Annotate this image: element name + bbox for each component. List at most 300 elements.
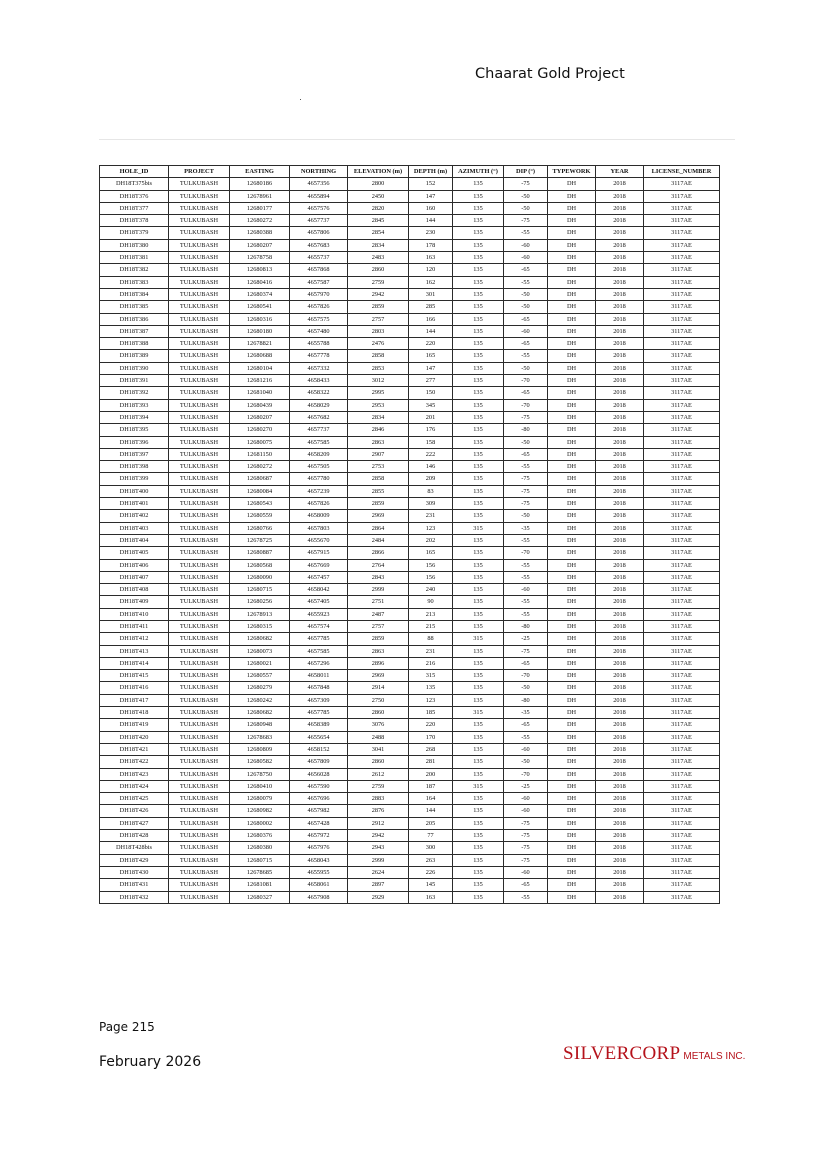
table-cell: 135 — [453, 571, 504, 583]
table-cell: 3117AE — [644, 707, 720, 719]
table-cell: 4657682 — [290, 411, 348, 423]
table-cell: -55 — [504, 731, 548, 743]
table-cell: 3117AE — [644, 362, 720, 374]
table-cell: DH18T381 — [100, 252, 169, 264]
table-cell: 2943 — [348, 842, 409, 854]
table-cell: DH — [548, 707, 596, 719]
table-cell: -65 — [504, 313, 548, 325]
table-cell: 2018 — [596, 756, 644, 768]
table-cell: -75 — [504, 215, 548, 227]
table-cell: DH — [548, 854, 596, 866]
table-cell: DH18T432 — [100, 891, 169, 903]
table-cell: 4657908 — [290, 891, 348, 903]
table-cell: DH18T411 — [100, 620, 169, 632]
table-cell: 2018 — [596, 608, 644, 620]
table-cell: 135 — [453, 448, 504, 460]
table-cell: 4657780 — [290, 473, 348, 485]
table-cell: DH18T388 — [100, 338, 169, 350]
table-cell: TULKUBASH — [169, 620, 230, 632]
table-row — [100, 830, 720, 842]
column-header: ELEVATION (m) — [348, 166, 409, 178]
table-cell: 3117AE — [644, 325, 720, 337]
table-cell: 135 — [453, 313, 504, 325]
table-cell: 12680315 — [230, 620, 290, 632]
table-cell: 4657428 — [290, 817, 348, 829]
table-cell: 12680582 — [230, 756, 290, 768]
table-cell: -55 — [504, 596, 548, 608]
table-cell: 4657778 — [290, 350, 348, 362]
table-cell: 3117AE — [644, 485, 720, 497]
table-row — [100, 313, 720, 325]
table-cell: 2843 — [348, 571, 409, 583]
table-cell: TULKUBASH — [169, 325, 230, 337]
table-cell: 135 — [453, 756, 504, 768]
table-cell: 3117AE — [644, 178, 720, 190]
table-cell: 135 — [453, 325, 504, 337]
table-cell: 3117AE — [644, 866, 720, 878]
table-cell: -55 — [504, 461, 548, 473]
table-cell: 12678821 — [230, 338, 290, 350]
table-cell: 2751 — [348, 596, 409, 608]
table-cell: -50 — [504, 682, 548, 694]
table-cell: 4657803 — [290, 522, 348, 534]
table-cell: 226 — [409, 866, 453, 878]
header-dot — [300, 99, 301, 100]
table-cell: DH18T431 — [100, 879, 169, 891]
table-row — [100, 657, 720, 669]
table-cell: 12680688 — [230, 350, 290, 362]
table-cell: TULKUBASH — [169, 227, 230, 239]
table-cell: 135 — [453, 424, 504, 436]
table-cell: DH18T386 — [100, 313, 169, 325]
table-cell: 12678685 — [230, 866, 290, 878]
table-cell: DH18T387 — [100, 325, 169, 337]
table-cell: 2750 — [348, 694, 409, 706]
table-cell: TULKUBASH — [169, 276, 230, 288]
table-row — [100, 485, 720, 497]
table-cell: 135 — [453, 731, 504, 743]
table-cell: DH — [548, 350, 596, 362]
table-cell: TULKUBASH — [169, 313, 230, 325]
table-cell: 2018 — [596, 178, 644, 190]
table-row — [100, 719, 720, 731]
table-cell: 2018 — [596, 424, 644, 436]
table-cell: 3117AE — [644, 645, 720, 657]
table-cell: TULKUBASH — [169, 215, 230, 227]
table-cell: TULKUBASH — [169, 682, 230, 694]
table-cell: 4657405 — [290, 596, 348, 608]
table-cell: TULKUBASH — [169, 891, 230, 903]
column-header: YEAR — [596, 166, 644, 178]
table-cell: 2018 — [596, 399, 644, 411]
table-cell: 187 — [409, 780, 453, 792]
table-row — [100, 756, 720, 768]
table-cell: TULKUBASH — [169, 830, 230, 842]
table-cell: -55 — [504, 276, 548, 288]
table-cell: 135 — [453, 436, 504, 448]
table-cell: 12680272 — [230, 215, 290, 227]
table-row — [100, 276, 720, 288]
table-cell: -75 — [504, 498, 548, 510]
table-cell: DH18T413 — [100, 645, 169, 657]
table-cell: TULKUBASH — [169, 694, 230, 706]
table-row — [100, 817, 720, 829]
table-cell: 315 — [409, 670, 453, 682]
table-cell: 2018 — [596, 830, 644, 842]
table-cell: 135 — [453, 768, 504, 780]
table-cell: 230 — [409, 227, 453, 239]
table-cell: 2999 — [348, 584, 409, 596]
table-row — [100, 411, 720, 423]
table-cell: DH18T400 — [100, 485, 169, 497]
table-cell: 146 — [409, 461, 453, 473]
table-row — [100, 780, 720, 792]
table-cell: 3117AE — [644, 854, 720, 866]
table-cell: 2896 — [348, 657, 409, 669]
table-cell: 4657737 — [290, 215, 348, 227]
table-cell: DH — [548, 842, 596, 854]
table-cell: DH18T418 — [100, 707, 169, 719]
table-cell: DH — [548, 731, 596, 743]
table-cell: DH18T382 — [100, 264, 169, 276]
table-cell: 12680207 — [230, 239, 290, 251]
table-cell: 3117AE — [644, 719, 720, 731]
table-cell: 2942 — [348, 830, 409, 842]
table-cell: 135 — [453, 264, 504, 276]
table-row — [100, 707, 720, 719]
table-cell: 12681216 — [230, 375, 290, 387]
table-cell: 3117AE — [644, 288, 720, 300]
table-row — [100, 190, 720, 202]
table-row — [100, 842, 720, 854]
table-cell: TULKUBASH — [169, 559, 230, 571]
table-cell: 90 — [409, 596, 453, 608]
table-cell: 12678961 — [230, 190, 290, 202]
table-row — [100, 522, 720, 534]
table-cell: 2876 — [348, 805, 409, 817]
table-cell: -70 — [504, 375, 548, 387]
table-cell: DH18T389 — [100, 350, 169, 362]
table-cell: 4657575 — [290, 313, 348, 325]
table-cell: 2942 — [348, 288, 409, 300]
table-cell: 12680207 — [230, 411, 290, 423]
table-cell: DH18T420 — [100, 731, 169, 743]
table-cell: 12680439 — [230, 399, 290, 411]
table-cell: 2018 — [596, 633, 644, 645]
table-cell: 3117AE — [644, 534, 720, 546]
table-cell: 4658029 — [290, 399, 348, 411]
table-row — [100, 301, 720, 313]
table-cell: 3041 — [348, 743, 409, 755]
table-cell: DH — [548, 239, 596, 251]
table-row — [100, 436, 720, 448]
table-cell: 4657309 — [290, 694, 348, 706]
table-cell: 4655955 — [290, 866, 348, 878]
table-cell: 3117AE — [644, 510, 720, 522]
table-cell: 2018 — [596, 239, 644, 251]
table-cell: 4657590 — [290, 780, 348, 792]
table-cell: DH18T423 — [100, 768, 169, 780]
table-cell: TULKUBASH — [169, 584, 230, 596]
table-row — [100, 399, 720, 411]
table-cell: 12681081 — [230, 879, 290, 891]
table-cell: DH18T405 — [100, 547, 169, 559]
table-cell: -55 — [504, 608, 548, 620]
table-cell: 2846 — [348, 424, 409, 436]
table-cell: 301 — [409, 288, 453, 300]
table-cell: 135 — [453, 534, 504, 546]
table-cell: 135 — [453, 891, 504, 903]
table-cell: DH18T416 — [100, 682, 169, 694]
table-cell: 4657574 — [290, 620, 348, 632]
table-cell: 205 — [409, 817, 453, 829]
table-cell: 3117AE — [644, 239, 720, 251]
table-cell: DH18T401 — [100, 498, 169, 510]
table-cell: 3117AE — [644, 756, 720, 768]
table-cell: -25 — [504, 633, 548, 645]
table-cell: 3117AE — [644, 608, 720, 620]
table-cell: -70 — [504, 670, 548, 682]
column-header: EASTING — [230, 166, 290, 178]
table-cell: DH — [548, 227, 596, 239]
table-cell: 2018 — [596, 879, 644, 891]
table-cell: 135 — [453, 608, 504, 620]
table-cell: 4655923 — [290, 608, 348, 620]
table-cell: 135 — [453, 694, 504, 706]
table-cell: 4657737 — [290, 424, 348, 436]
table-cell: 135 — [453, 866, 504, 878]
table-cell: 135 — [453, 620, 504, 632]
table-cell: 12680887 — [230, 547, 290, 559]
table-cell: 3117AE — [644, 743, 720, 755]
table-cell: DH18T402 — [100, 510, 169, 522]
table-cell: 2018 — [596, 707, 644, 719]
table-cell: 12680568 — [230, 559, 290, 571]
table-cell: 163 — [409, 891, 453, 903]
table-cell: 135 — [453, 682, 504, 694]
column-header: LICENSE_NUMBER — [644, 166, 720, 178]
table-cell: 144 — [409, 805, 453, 817]
table-cell: 315 — [453, 707, 504, 719]
table-cell: 12680073 — [230, 645, 290, 657]
table-cell: 135 — [453, 215, 504, 227]
table-cell: 135 — [453, 485, 504, 497]
table-cell: DH — [548, 620, 596, 632]
table-cell: -65 — [504, 719, 548, 731]
table-cell: 135 — [453, 596, 504, 608]
table-cell: 2864 — [348, 522, 409, 534]
table-row — [100, 448, 720, 460]
table-cell: 4657826 — [290, 498, 348, 510]
table-cell: 4655737 — [290, 252, 348, 264]
table-cell: 4657982 — [290, 805, 348, 817]
table-row — [100, 264, 720, 276]
table-cell: DH — [548, 190, 596, 202]
table-cell: 2883 — [348, 793, 409, 805]
table-cell: DH — [548, 547, 596, 559]
table-cell: 12680416 — [230, 276, 290, 288]
table-cell: TULKUBASH — [169, 362, 230, 374]
table-cell: 150 — [409, 387, 453, 399]
table-cell: -75 — [504, 830, 548, 842]
table-cell: 315 — [453, 522, 504, 534]
table-cell: 3117AE — [644, 596, 720, 608]
table-cell: 4657332 — [290, 362, 348, 374]
table-cell: 4657585 — [290, 436, 348, 448]
table-cell: 135 — [453, 461, 504, 473]
table-cell: 3117AE — [644, 227, 720, 239]
table-cell: DH — [548, 596, 596, 608]
table-cell: 12680715 — [230, 854, 290, 866]
table-cell: 2018 — [596, 780, 644, 792]
table-cell: DH — [548, 399, 596, 411]
table-cell: 4658322 — [290, 387, 348, 399]
table-cell: 2624 — [348, 866, 409, 878]
table-cell: 135 — [453, 227, 504, 239]
table-cell: DH18T391 — [100, 375, 169, 387]
table-cell: 4657868 — [290, 264, 348, 276]
table-cell: 135 — [453, 547, 504, 559]
table-cell: 12678725 — [230, 534, 290, 546]
table-row — [100, 743, 720, 755]
table-row — [100, 338, 720, 350]
table-cell: -25 — [504, 780, 548, 792]
table-cell: DH — [548, 817, 596, 829]
table-cell: 3117AE — [644, 805, 720, 817]
table-cell: TULKUBASH — [169, 805, 230, 817]
table-cell: 12680982 — [230, 805, 290, 817]
table-cell: -60 — [504, 743, 548, 755]
table-cell: 4657785 — [290, 707, 348, 719]
table-body — [100, 178, 720, 904]
table-cell: 135 — [453, 854, 504, 866]
table-cell: 2018 — [596, 584, 644, 596]
table-cell: TULKUBASH — [169, 879, 230, 891]
table-cell: DH18T395 — [100, 424, 169, 436]
table-row — [100, 559, 720, 571]
table-cell: 135 — [453, 645, 504, 657]
table-cell: DH — [548, 805, 596, 817]
table-cell: -75 — [504, 842, 548, 854]
table-cell: DH — [548, 743, 596, 755]
table-cell: 2757 — [348, 313, 409, 325]
table-cell: -70 — [504, 547, 548, 559]
table-cell: TULKUBASH — [169, 657, 230, 669]
table-cell: DH — [548, 461, 596, 473]
table-cell: 2018 — [596, 202, 644, 214]
table-row — [100, 387, 720, 399]
table-cell: DH18T393 — [100, 399, 169, 411]
table-cell: DH — [548, 436, 596, 448]
table-cell: DH18T406 — [100, 559, 169, 571]
table-cell: DH18T404 — [100, 534, 169, 546]
table-cell: 2999 — [348, 854, 409, 866]
table-cell: -60 — [504, 239, 548, 251]
table-cell: 4657296 — [290, 657, 348, 669]
table-cell: -60 — [504, 866, 548, 878]
table-cell: -55 — [504, 891, 548, 903]
table-cell: 4655894 — [290, 190, 348, 202]
table-cell: 4658209 — [290, 448, 348, 460]
table-cell: DH — [548, 473, 596, 485]
table-cell: 2476 — [348, 338, 409, 350]
table-cell: TULKUBASH — [169, 178, 230, 190]
table-cell: 12680075 — [230, 436, 290, 448]
table-cell: 281 — [409, 756, 453, 768]
table-cell: 165 — [409, 350, 453, 362]
table-cell: 12678750 — [230, 768, 290, 780]
table-cell: 12680374 — [230, 288, 290, 300]
table-cell: 135 — [453, 510, 504, 522]
table-cell: 12680177 — [230, 202, 290, 214]
table-cell: 4657576 — [290, 202, 348, 214]
table-cell: DH18T394 — [100, 411, 169, 423]
table-cell: 222 — [409, 448, 453, 460]
table-cell: DH18T384 — [100, 288, 169, 300]
table-cell: 156 — [409, 571, 453, 583]
table-cell: DH18T426 — [100, 805, 169, 817]
table-cell: 2018 — [596, 350, 644, 362]
table-cell: 345 — [409, 399, 453, 411]
table-cell: 88 — [409, 633, 453, 645]
table-cell: 12680180 — [230, 325, 290, 337]
table-row — [100, 584, 720, 596]
table-cell: 3117AE — [644, 264, 720, 276]
table-cell: 2863 — [348, 436, 409, 448]
table-cell: 147 — [409, 190, 453, 202]
table-cell: 2018 — [596, 596, 644, 608]
table-cell: 4658042 — [290, 584, 348, 596]
table-cell: 4657806 — [290, 227, 348, 239]
table-cell: 4657972 — [290, 830, 348, 842]
table-cell: DH — [548, 411, 596, 423]
table-cell: -35 — [504, 522, 548, 534]
table-row — [100, 805, 720, 817]
table-cell: 144 — [409, 325, 453, 337]
table-cell: 2018 — [596, 461, 644, 473]
table-cell: 2018 — [596, 682, 644, 694]
table-row — [100, 866, 720, 878]
table-cell: 4657809 — [290, 756, 348, 768]
table-cell: DH18T408 — [100, 584, 169, 596]
table-cell: -75 — [504, 854, 548, 866]
table-cell: TULKUBASH — [169, 239, 230, 251]
table-cell: 3117AE — [644, 202, 720, 214]
table-cell: 162 — [409, 276, 453, 288]
table-cell: 3117AE — [644, 780, 720, 792]
table-cell: 202 — [409, 534, 453, 546]
table-cell: 135 — [453, 498, 504, 510]
column-header: DIP (°) — [504, 166, 548, 178]
table-cell: DH18T392 — [100, 387, 169, 399]
table-cell: 135 — [453, 375, 504, 387]
table-cell: TULKUBASH — [169, 780, 230, 792]
table-row — [100, 215, 720, 227]
table-cell: 12680388 — [230, 227, 290, 239]
table-row — [100, 670, 720, 682]
table-cell: -50 — [504, 301, 548, 313]
table-cell: 2483 — [348, 252, 409, 264]
table-cell: DH18T397 — [100, 448, 169, 460]
table-cell: 123 — [409, 522, 453, 534]
table-cell: 2018 — [596, 522, 644, 534]
table-cell: DH — [548, 215, 596, 227]
table-cell: 12680186 — [230, 178, 290, 190]
table-cell: DH — [548, 375, 596, 387]
table-cell: DH — [548, 264, 596, 276]
table-cell: 3117AE — [644, 559, 720, 571]
column-header: DEPTH (m) — [409, 166, 453, 178]
